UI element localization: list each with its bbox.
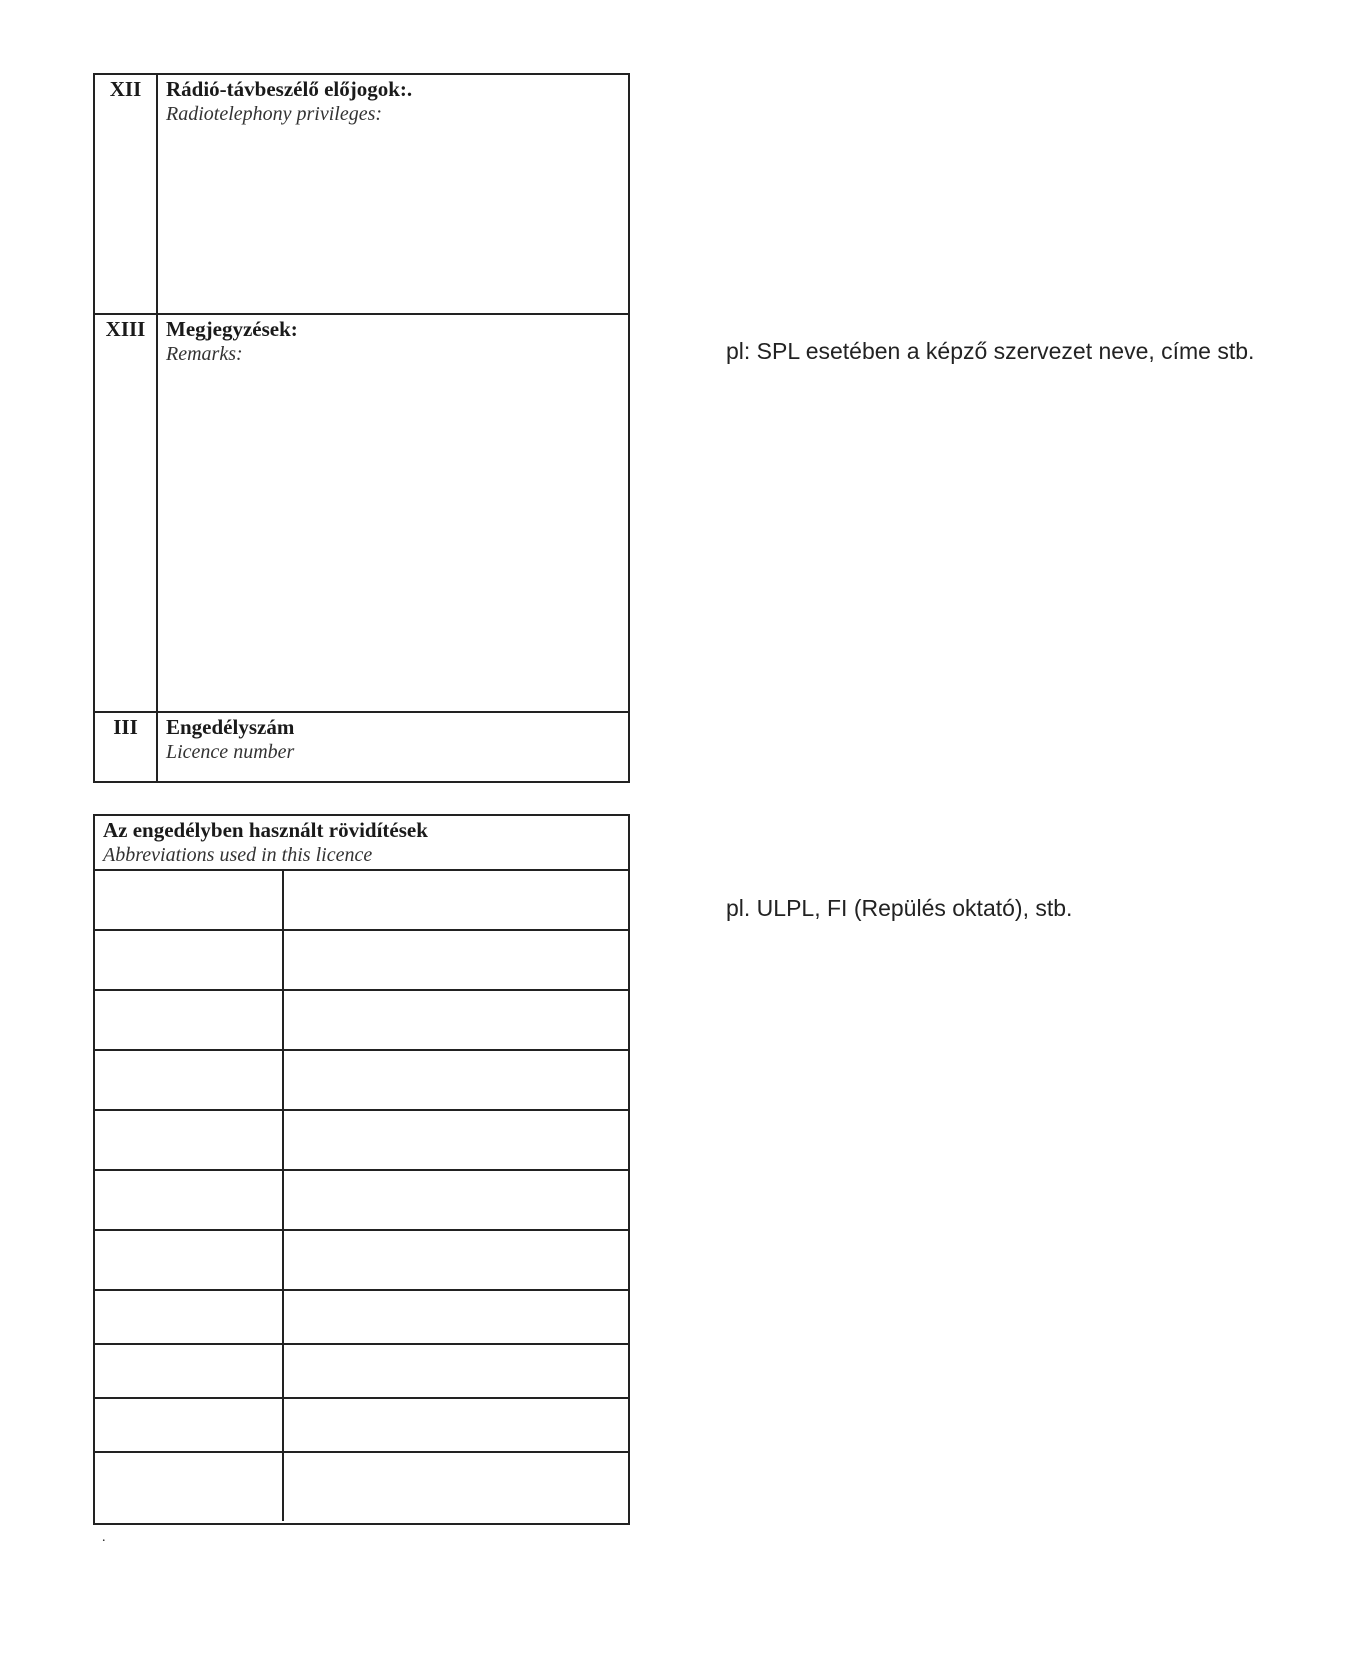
section-number: XIII [95, 315, 158, 711]
remarks-note: pl: SPL esetében a képző szervezet neve, címe stb. [726, 338, 1255, 364]
abbreviations-note: pl. ULPL, FI (Repülés oktató), stb. [726, 895, 1073, 921]
abbreviation-row [95, 991, 628, 1051]
abbreviation-row [95, 1345, 628, 1399]
abbreviation-cell[interactable] [95, 1345, 284, 1397]
abbreviation-row [95, 1453, 628, 1521]
abbreviation-row [95, 1171, 628, 1231]
abbreviation-meaning-cell[interactable] [284, 1171, 628, 1229]
section-number: III [95, 713, 158, 781]
abbreviations-title: Az engedélyben használt rövidítések [103, 818, 428, 842]
abbreviation-meaning-cell[interactable] [284, 1399, 628, 1451]
licence-sections-table [93, 73, 630, 783]
abbreviation-meaning-cell[interactable] [284, 1453, 628, 1521]
abbreviation-row [95, 1231, 628, 1291]
abbreviation-row [95, 931, 628, 991]
abbreviation-meaning-cell[interactable] [284, 871, 628, 929]
section-title: Rádió-távbeszélő előjogok:. [166, 77, 413, 101]
abbreviations-rows [95, 871, 628, 1523]
abbreviation-cell[interactable] [95, 931, 284, 989]
abbreviations-subtitle: Abbreviations used in this licence [103, 844, 373, 866]
abbreviation-cell[interactable] [95, 1291, 284, 1343]
abbreviation-row [95, 1399, 628, 1453]
abbreviation-cell[interactable] [95, 1051, 284, 1109]
abbreviation-row [95, 871, 628, 931]
abbreviations-header [95, 816, 628, 871]
abbreviations-table [93, 814, 630, 1525]
abbreviation-cell[interactable] [95, 1171, 284, 1229]
section-body[interactable] [158, 75, 628, 313]
section-body[interactable] [158, 713, 628, 781]
abbreviation-meaning-cell[interactable] [284, 1231, 628, 1289]
abbreviation-meaning-cell[interactable] [284, 1345, 628, 1397]
section-subtitle: Licence number [166, 741, 295, 763]
section-subtitle: Radiotelephony privileges: [166, 103, 383, 125]
abbreviation-row [95, 1111, 628, 1171]
abbreviation-row [95, 1051, 628, 1111]
section-radiotelephony [95, 75, 628, 315]
section-title: Engedélyszám [166, 715, 295, 739]
abbreviation-cell[interactable] [95, 1399, 284, 1451]
abbreviation-cell[interactable] [95, 1111, 284, 1169]
abbreviation-cell[interactable] [95, 1453, 284, 1521]
footer-mark: . [102, 1530, 106, 1545]
section-subtitle: Remarks: [166, 343, 243, 365]
section-remarks [95, 315, 628, 713]
abbreviation-cell[interactable] [95, 1231, 284, 1289]
abbreviation-meaning-cell[interactable] [284, 1291, 628, 1343]
abbreviation-cell[interactable] [95, 871, 284, 929]
abbreviation-meaning-cell[interactable] [284, 991, 628, 1049]
section-licence-number [95, 713, 628, 781]
abbreviation-meaning-cell[interactable] [284, 931, 628, 989]
abbreviation-row [95, 1291, 628, 1345]
abbreviation-meaning-cell[interactable] [284, 1111, 628, 1169]
section-number: XII [95, 75, 158, 313]
section-title: Megjegyzések: [166, 317, 298, 341]
section-body[interactable] [158, 315, 628, 711]
abbreviation-cell[interactable] [95, 991, 284, 1049]
abbreviation-meaning-cell[interactable] [284, 1051, 628, 1109]
